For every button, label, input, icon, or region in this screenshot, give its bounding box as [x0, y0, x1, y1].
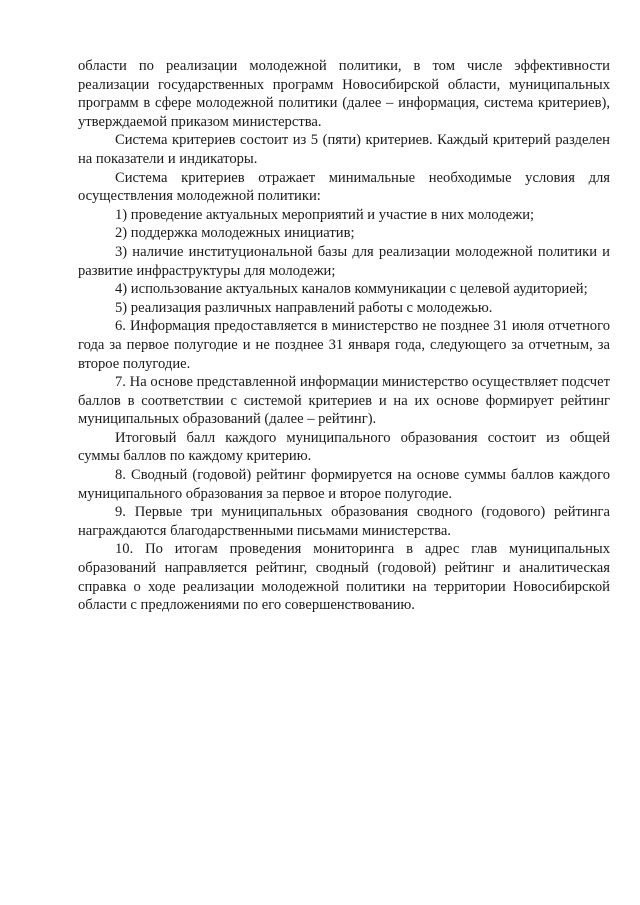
paragraph-item-8: 8. Сводный (годовой) рейтинг формируется на основе суммы баллов каждого муниципального образования за первое и второе полугодие. — [78, 467, 610, 502]
document-page — [78, 57, 610, 615]
list-item-3: 3) наличие институциональной базы для реализации молодежной политики и развитие инфраструктуры для молодежи; — [78, 243, 610, 279]
paragraph-item-10: 10. По итогам проведения мониторинга в адрес глав муниципальных образований направляется рейтинг, сводный (годовой) рейтинг и аналитическая справка о ходе реализации молодежной политики на территории Новосибирской области с предложениями по его совершенствованию. — [78, 541, 610, 614]
list-item-4: 4) использование актуальных каналов коммуникации с целевой аудиторией; — [115, 281, 588, 298]
paragraph-item-7: 7. На основе представленной информации министерство осуществляет подсчет баллов в соответствии с системой критериев и на их основе формирует рейтинг муниципальных образований (далее – рейтинг). — [78, 374, 610, 428]
paragraph-continuation: области по реализации молодежной политики, в том числе эффективности реализации государственных программ Новосибирской области, муниципальных программ в сфере молодежной политики (далее – информация, система критериев), утверждаемой приказом министерства. — [78, 58, 610, 130]
list-item-1: 1) проведение актуальных мероприятий и участие в них молодежи; — [115, 206, 535, 223]
paragraph-item-9: 9. Первые три муниципальных образования сводного (годового) рейтинга награждаются благодарственными письмами министерства. — [78, 504, 610, 539]
paragraph-total-score: Итоговый балл каждого муниципального образования состоит из общей суммы баллов по каждому критерию. — [78, 429, 610, 465]
list-item-2: 2) поддержка молодежных инициатив; — [115, 225, 355, 242]
list-item-5: 5) реализация различных направлений работы с молодежью. — [115, 299, 493, 316]
paragraph-criteria-count: Система критериев состоит из 5 (пяти) критериев. Каждый критерий разделен на показатели и индикаторы. — [78, 132, 610, 167]
paragraph-item-6: 6. Информация предоставляется в министерство не позднее 31 июля отчетного года за первое полугодие и не позднее 31 января года, следующего за отчетным, за второе полугодие. — [78, 318, 610, 372]
paragraph-criteria-conditions: Система критериев отражает минимальные необходимые условия для осуществления молодежной политики: — [78, 169, 610, 205]
